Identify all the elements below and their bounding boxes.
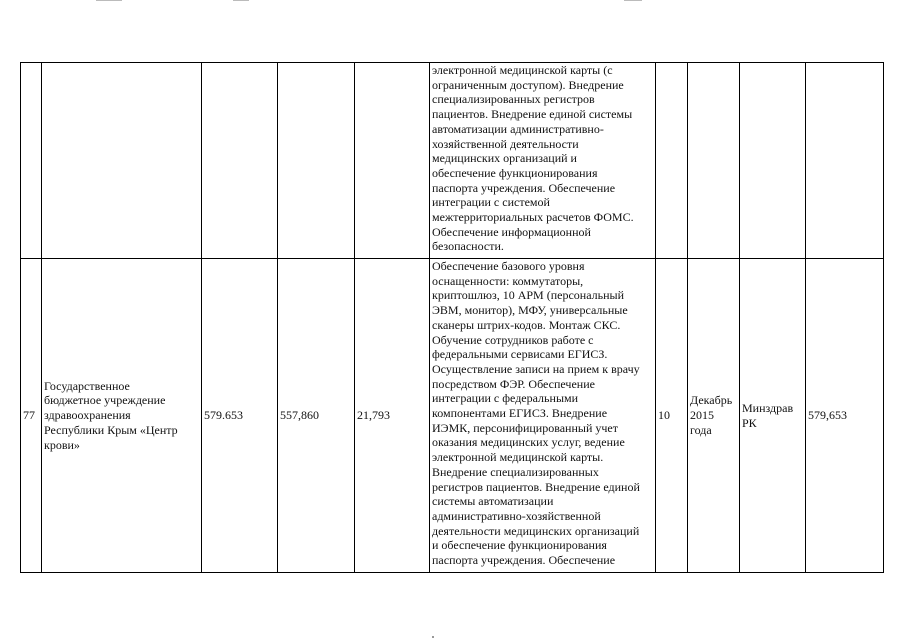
federal-funds-cell bbox=[278, 63, 355, 259]
regional-funds-cell: 21,793 bbox=[355, 259, 430, 573]
top-edge-mark-right bbox=[624, 0, 642, 1]
total-cost-cell bbox=[202, 63, 278, 259]
row-number-cell bbox=[21, 63, 42, 259]
scan-speck bbox=[432, 636, 434, 638]
regional-funds-cell bbox=[355, 63, 430, 259]
responsible-cell: Минздрав РК bbox=[740, 259, 806, 573]
table-row bbox=[21, 259, 884, 573]
row-number-cell: 77 bbox=[21, 259, 42, 573]
activities-description-cell: Обеспечение базового уровня оснащенности: коммутаторы, криптошлюз, 10 АРМ (персональный ЭВМ, монитор), МФУ, универсальные сканеры штрих-кодов. Монтаж СКС. Обучение сотрудников работе с федеральными сервисами ЕГИСЗ. Осуществление записи на прием к врачу посредством ФЭР. Обеспечение интеграции с федеральными компонентами ЕГИСЗ. Внедрение ИЭМК, персонифицированный учет оказания медицинских услуг, ведение электронной медицинской карты. Внедрение специализированных регистров пациентов. Внедрение единой системы автоматизации административно-хозяйственной деятельности медицинских организаций и обеспечение функционирования паспорта учреждения. Обеспечение bbox=[430, 259, 656, 573]
responsible-cell bbox=[740, 63, 806, 259]
top-edge-mark-left bbox=[96, 0, 122, 1]
total-cost-cell: 579.653 bbox=[202, 259, 278, 573]
amount-cell bbox=[806, 63, 884, 259]
quantity-cell: 10 bbox=[656, 259, 688, 573]
quantity-cell bbox=[656, 63, 688, 259]
organization-cell: Государственное бюджетное учреждение здравоохранения Республики Крым «Центр крови» bbox=[42, 259, 202, 573]
document-table bbox=[20, 62, 884, 573]
federal-funds-cell: 557,860 bbox=[278, 259, 355, 573]
activities-description-cell: электронной медицинской карты (с ограниченным доступом). Внедрение специализированных регистров пациентов. Внедрение единой системы автоматизации административно- хозяйственной деятельности медицинских организаций и обеспечение функционирования паспорта учреждения. Обеспечение интеграции с системой межтерриториальных расчетов ФОМС. Обеспечение информационной безопасности. bbox=[430, 63, 656, 259]
table-row bbox=[21, 63, 884, 259]
deadline-cell bbox=[688, 63, 740, 259]
organization-cell bbox=[42, 63, 202, 259]
top-edge-mark-mid bbox=[233, 0, 249, 1]
deadline-cell: Декабрь 2015 года bbox=[688, 259, 740, 573]
amount-cell: 579,653 bbox=[806, 259, 884, 573]
